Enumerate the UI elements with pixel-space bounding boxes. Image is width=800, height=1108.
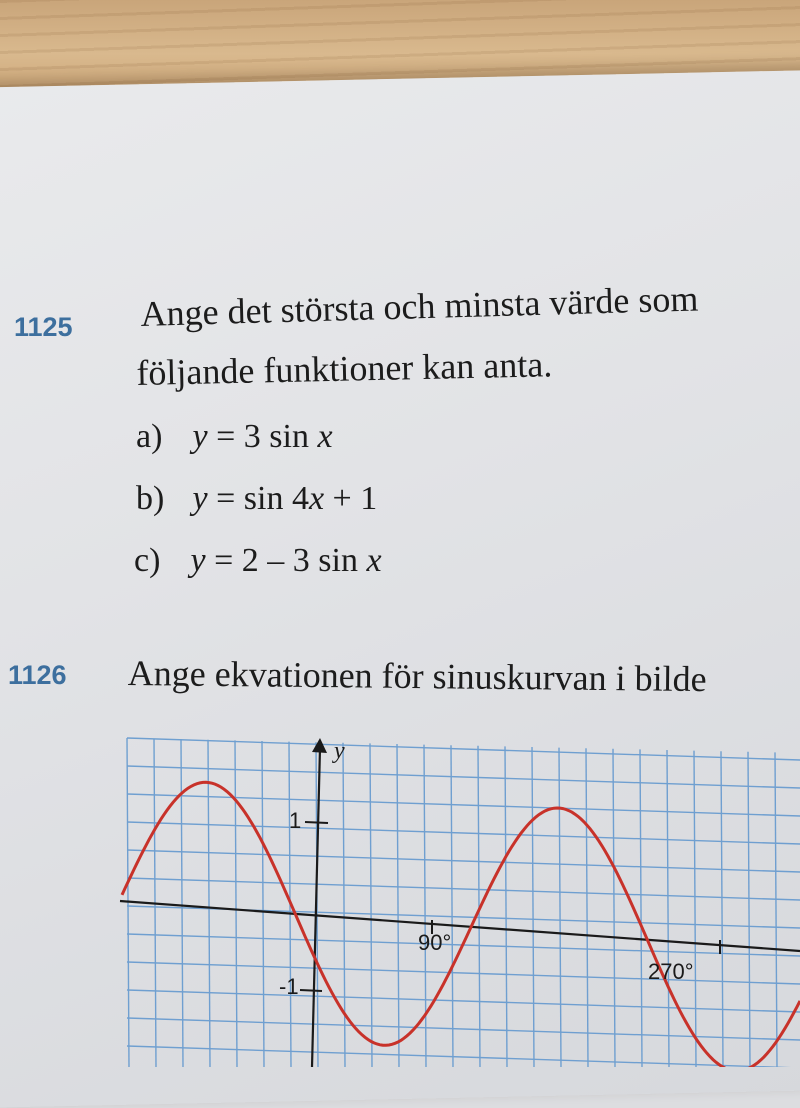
subitem-b-tail: + 1	[324, 480, 378, 517]
var-x: x	[366, 542, 382, 579]
problem-1125-line-2: följande funktioner kan anta.	[136, 344, 553, 393]
problem-number-1126: 1126	[8, 660, 67, 690]
grid-line-vertical	[532, 747, 534, 1067]
y-tick-1	[305, 822, 328, 823]
grid-line-horizontal	[127, 1018, 800, 1040]
subitem-a-expr: = 3 sin	[207, 418, 318, 455]
y-tick-neg1	[300, 990, 322, 991]
grid-line-vertical	[775, 752, 777, 1067]
problem-1126-text: Ange ekvationen för sinuskurvan i bilde	[127, 652, 707, 700]
var-y: y	[190, 542, 206, 579]
grid-line-vertical	[370, 743, 372, 1067]
y-axis-arrow	[312, 738, 327, 753]
grid-line-vertical	[694, 751, 696, 1067]
subitem-b-label: b)	[136, 480, 165, 517]
grid-line-horizontal	[127, 766, 800, 788]
grid-line-horizontal	[127, 850, 800, 872]
subitem-b-expr: = sin 4	[207, 480, 309, 517]
grid-line-vertical	[397, 744, 399, 1067]
tick-label-x-90: 90°	[418, 930, 452, 955]
subitem-c-label: c)	[134, 542, 161, 579]
var-y: y	[192, 418, 208, 455]
var-x: x	[308, 480, 325, 517]
var-y: y	[192, 480, 208, 517]
y-axis-label: y	[334, 738, 345, 764]
subitem-a-label: a)	[136, 418, 163, 455]
subitem-c-expr: = 2 – 3 sin	[205, 542, 367, 579]
grid-line-vertical	[721, 751, 723, 1067]
grid-line-vertical	[613, 749, 615, 1067]
grid-line-horizontal	[127, 738, 800, 760]
problem-1125-line-1: Ange det största och minsta värde som	[140, 278, 699, 334]
grid-lines	[127, 738, 800, 1067]
grid-line-vertical	[262, 741, 264, 1067]
grid-line-vertical	[505, 746, 507, 1067]
grid-line-vertical	[343, 743, 345, 1067]
grid-line-vertical	[586, 748, 588, 1067]
grid-line-horizontal	[127, 878, 800, 900]
grid-line-vertical	[559, 748, 561, 1067]
grid-line-horizontal	[127, 794, 800, 816]
problem-number-1125: 1125	[14, 312, 73, 342]
var-x: x	[317, 418, 333, 455]
grid-line-horizontal	[127, 1046, 800, 1067]
grid-line-vertical	[208, 740, 210, 1067]
grid-line-vertical	[667, 750, 669, 1067]
grid-line-vertical	[748, 752, 750, 1067]
x-axis	[120, 901, 800, 951]
grid-line-horizontal	[127, 962, 800, 984]
grid-line-vertical	[451, 745, 453, 1067]
grid-line-horizontal	[127, 822, 800, 844]
grid-line-horizontal	[127, 990, 800, 1012]
grid-line-vertical	[424, 745, 426, 1067]
grid-line-vertical	[235, 740, 237, 1067]
grid-line-vertical	[640, 749, 642, 1067]
tick-label-x-270: 270°	[648, 959, 694, 984]
tick-label-y-neg1: -1	[279, 974, 299, 999]
tick-label-y-1: 1	[289, 808, 302, 833]
grid-line-vertical	[181, 739, 183, 1067]
